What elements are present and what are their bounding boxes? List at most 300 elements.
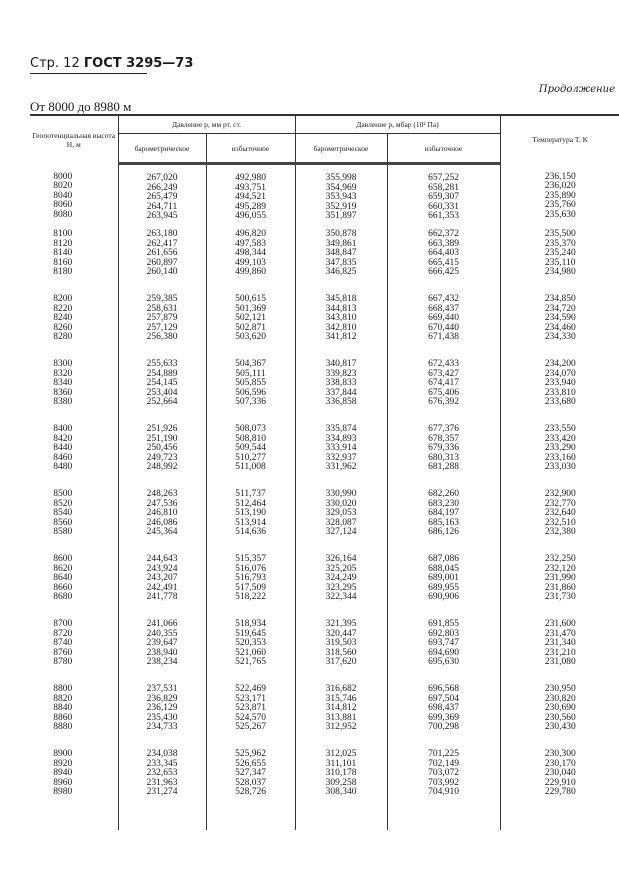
value-barometric-mmhg: 258,631 bbox=[146, 303, 178, 314]
cell-excess-mbar bbox=[387, 360, 500, 425]
value-temperature: 232,250 bbox=[544, 554, 576, 564]
value-temperature: 231,600 bbox=[544, 619, 576, 629]
value-excess-mbar: 676,392 bbox=[428, 397, 459, 408]
col-header-pressure-mmhg: Давление p, мм рт. ст. bbox=[118, 115, 295, 134]
value-excess-mmhg: 502,121 bbox=[235, 313, 266, 324]
cell-barometric-mmhg bbox=[118, 230, 206, 295]
value-temperature: 231,990 bbox=[544, 573, 576, 584]
value-barometric-mbar: 317,620 bbox=[325, 657, 357, 668]
value-temperature: 229,780 bbox=[544, 787, 576, 798]
value-height: 8240 bbox=[53, 313, 73, 324]
value-barometric-mbar: 332,937 bbox=[325, 452, 357, 463]
value-excess-mbar: 678,357 bbox=[428, 433, 459, 444]
value-barometric-mbar: 329,053 bbox=[325, 508, 357, 519]
value-barometric-mbar: 339,823 bbox=[325, 368, 357, 379]
cell-height bbox=[30, 164, 118, 231]
cell-height bbox=[30, 555, 118, 620]
table-row-group bbox=[30, 230, 619, 295]
value-height: 8020 bbox=[53, 181, 73, 192]
value-temperature: 234,330 bbox=[544, 332, 576, 343]
value-excess-mmhg: 496,055 bbox=[235, 211, 266, 222]
value-temperature: 232,770 bbox=[544, 498, 576, 509]
value-excess-mbar: 693,747 bbox=[428, 638, 459, 649]
range-title: От 8000 до 8980 м bbox=[30, 99, 132, 114]
value-excess-mbar: 682,260 bbox=[428, 489, 459, 499]
value-temperature: 231,860 bbox=[544, 582, 576, 593]
value-height: 8380 bbox=[53, 397, 73, 408]
value-barometric-mbar: 337,844 bbox=[325, 387, 357, 398]
value-barometric-mbar: 344,813 bbox=[325, 303, 357, 314]
value-temperature: 235,630 bbox=[544, 209, 576, 220]
value-excess-mmhg: 519,645 bbox=[235, 628, 266, 639]
value-barometric-mmhg: 254,889 bbox=[146, 368, 178, 379]
value-barometric-mmhg: 253,404 bbox=[146, 387, 178, 398]
value-barometric-mbar: 333,914 bbox=[325, 443, 357, 454]
value-barometric-mmhg: 260,140 bbox=[146, 267, 178, 278]
value-barometric-mbar: 319,503 bbox=[325, 638, 357, 649]
col-header-barometric-mbar: барометрическое bbox=[295, 134, 387, 164]
value-temperature: 235,240 bbox=[544, 248, 576, 259]
value-barometric-mbar: 315,746 bbox=[325, 693, 357, 704]
value-excess-mbar: 692,803 bbox=[428, 628, 459, 639]
value-excess-mmhg: 522,469 bbox=[235, 684, 266, 694]
value-temperature: 236,020 bbox=[544, 181, 576, 192]
col-header-excess-mmhg: избыточное bbox=[206, 134, 295, 164]
value-excess-mmhg: 508,073 bbox=[235, 424, 266, 434]
value-barometric-mmhg: 234,733 bbox=[146, 722, 178, 733]
value-barometric-mmhg: 263,180 bbox=[146, 229, 178, 239]
value-temperature: 229,910 bbox=[544, 777, 576, 788]
value-excess-mbar: 663,389 bbox=[428, 238, 459, 249]
value-barometric-mmhg: 266,249 bbox=[146, 182, 178, 193]
value-excess-mbar: 659,307 bbox=[428, 192, 459, 203]
value-height: 8180 bbox=[53, 267, 73, 278]
cell-temperature bbox=[500, 685, 619, 750]
value-temperature: 235,110 bbox=[545, 257, 576, 268]
cell-temperature bbox=[500, 164, 619, 231]
value-barometric-mmhg: 246,086 bbox=[146, 517, 178, 528]
value-excess-mmhg: 514,636 bbox=[235, 527, 266, 538]
value-temperature: 231,470 bbox=[544, 628, 576, 639]
value-barometric-mmhg: 242,491 bbox=[146, 582, 178, 593]
value-temperature: 231,210 bbox=[544, 647, 576, 658]
cell-excess-mbar bbox=[387, 295, 500, 360]
value-height: 8960 bbox=[53, 777, 73, 788]
value-height: 8780 bbox=[53, 657, 73, 668]
cell-barometric-mbar bbox=[295, 164, 387, 231]
value-excess-mmhg: 518,934 bbox=[235, 619, 266, 629]
value-barometric-mbar: 351,897 bbox=[325, 211, 357, 222]
cell-barometric-mmhg bbox=[118, 750, 206, 830]
value-excess-mbar: 700,298 bbox=[428, 722, 459, 733]
value-excess-mmhg: 503,620 bbox=[235, 332, 266, 343]
cell-barometric-mmhg bbox=[118, 685, 206, 750]
value-barometric-mbar: 325,205 bbox=[325, 563, 357, 574]
value-barometric-mmhg: 245,364 bbox=[146, 527, 178, 538]
value-temperature: 233,030 bbox=[544, 462, 576, 473]
value-barometric-mbar: 313,881 bbox=[325, 712, 357, 723]
value-excess-mbar: 661,353 bbox=[428, 211, 459, 222]
value-excess-mbar: 660,331 bbox=[428, 201, 459, 212]
value-temperature: 235,370 bbox=[544, 238, 576, 249]
value-barometric-mbar: 341,812 bbox=[325, 332, 357, 343]
value-excess-mbar: 669,440 bbox=[428, 313, 459, 324]
value-temperature: 233,550 bbox=[544, 424, 576, 434]
cell-height bbox=[30, 230, 118, 295]
col-header-barometric-mmhg: барометрическое bbox=[118, 134, 206, 164]
value-excess-mbar: 681,288 bbox=[428, 462, 459, 473]
value-excess-mmhg: 512,464 bbox=[235, 498, 266, 509]
value-barometric-mbar: 346,825 bbox=[325, 267, 357, 278]
cell-barometric-mmhg bbox=[118, 360, 206, 425]
value-excess-mbar: 679,336 bbox=[428, 443, 459, 454]
value-excess-mmhg: 524,570 bbox=[235, 712, 266, 723]
cell-temperature bbox=[500, 425, 619, 490]
table-row-group bbox=[30, 620, 619, 685]
value-excess-mmhg: 497,583 bbox=[235, 238, 266, 249]
value-barometric-mmhg: 234,038 bbox=[146, 749, 178, 759]
col-header-height: Геопотенциальная высота H, м bbox=[30, 115, 118, 164]
value-excess-mmhg: 492,980 bbox=[235, 173, 266, 183]
value-excess-mbar: 675,406 bbox=[428, 387, 459, 398]
cell-temperature bbox=[500, 490, 619, 555]
value-height: 8980 bbox=[53, 787, 73, 798]
value-barometric-mbar: 324,249 bbox=[325, 573, 357, 584]
col-header-temperature: Температура T, K bbox=[500, 115, 619, 164]
value-excess-mbar: 703,992 bbox=[428, 777, 459, 788]
value-excess-mbar: 666,425 bbox=[428, 267, 459, 278]
value-temperature: 230,690 bbox=[544, 703, 576, 714]
value-temperature: 235,500 bbox=[544, 229, 576, 239]
value-barometric-mbar: 350,878 bbox=[325, 229, 357, 239]
standard-number: ГОСТ 3295—73 bbox=[83, 56, 194, 71]
value-height: 8840 bbox=[53, 703, 73, 714]
value-temperature: 232,380 bbox=[544, 527, 576, 538]
value-barometric-mbar: 353,943 bbox=[325, 192, 357, 203]
value-excess-mbar: 702,149 bbox=[428, 758, 459, 769]
value-excess-mbar: 689,955 bbox=[428, 582, 459, 593]
value-height: 8760 bbox=[53, 647, 73, 658]
cell-temperature bbox=[500, 295, 619, 360]
cell-height bbox=[30, 685, 118, 750]
cell-barometric-mbar bbox=[295, 620, 387, 685]
value-excess-mmhg: 528,726 bbox=[235, 787, 266, 798]
value-barometric-mmhg: 264,711 bbox=[146, 201, 178, 212]
value-temperature: 230,950 bbox=[544, 684, 576, 694]
value-barometric-mmhg: 235,430 bbox=[146, 712, 178, 723]
value-barometric-mmhg: 251,926 bbox=[146, 424, 178, 434]
cell-temperature bbox=[500, 750, 619, 830]
cell-height bbox=[30, 425, 118, 490]
value-temperature: 235,890 bbox=[544, 190, 576, 201]
cell-excess-mbar bbox=[387, 230, 500, 295]
value-height: 8800 bbox=[53, 684, 73, 694]
value-barometric-mmhg: 231,963 bbox=[146, 777, 178, 788]
value-excess-mmhg: 502,871 bbox=[235, 322, 266, 333]
value-barometric-mbar: 345,818 bbox=[325, 294, 357, 304]
value-excess-mmhg: 507,336 bbox=[235, 397, 266, 408]
value-barometric-mbar: 321,395 bbox=[325, 619, 357, 629]
cell-barometric-mmhg bbox=[118, 425, 206, 490]
value-barometric-mbar: 330,990 bbox=[325, 489, 357, 499]
value-excess-mmhg: 499,103 bbox=[235, 257, 266, 268]
value-height: 8640 bbox=[53, 573, 73, 584]
page-header bbox=[30, 56, 193, 71]
value-barometric-mmhg: 236,829 bbox=[146, 693, 178, 704]
value-barometric-mmhg: 241,066 bbox=[146, 619, 178, 629]
value-barometric-mbar: 347,835 bbox=[325, 257, 357, 268]
value-excess-mbar: 671,438 bbox=[428, 332, 459, 343]
value-excess-mmhg: 495,289 bbox=[235, 201, 266, 212]
value-excess-mbar: 667,432 bbox=[428, 294, 459, 304]
cell-height bbox=[30, 620, 118, 685]
value-excess-mmhg: 511,008 bbox=[235, 462, 266, 473]
value-temperature: 233,940 bbox=[544, 378, 576, 389]
value-height: 8520 bbox=[53, 498, 73, 509]
value-barometric-mbar: 340,817 bbox=[325, 359, 357, 369]
value-barometric-mmhg: 248,263 bbox=[146, 489, 178, 499]
value-excess-mbar: 687,086 bbox=[428, 554, 459, 564]
value-height: 8820 bbox=[53, 693, 73, 704]
value-excess-mmhg: 527,347 bbox=[235, 768, 266, 779]
value-excess-mmhg: 501,369 bbox=[235, 303, 266, 314]
value-barometric-mbar: 320,447 bbox=[325, 628, 357, 639]
value-excess-mmhg: 499,860 bbox=[235, 267, 266, 278]
value-barometric-mbar: 343,810 bbox=[325, 313, 357, 324]
col-header-pressure-mbar: Давление p, мбар (10² Па) bbox=[295, 115, 500, 134]
cell-temperature bbox=[500, 230, 619, 295]
cell-height bbox=[30, 750, 118, 830]
value-temperature: 233,680 bbox=[544, 397, 576, 408]
value-excess-mmhg: 506,596 bbox=[235, 387, 266, 398]
value-temperature: 233,160 bbox=[544, 452, 576, 463]
table-row-group bbox=[30, 555, 619, 620]
cell-excess-mmhg bbox=[206, 425, 295, 490]
value-barometric-mbar: 312,952 bbox=[325, 722, 357, 733]
cell-excess-mbar bbox=[387, 555, 500, 620]
value-height: 8940 bbox=[53, 768, 73, 779]
value-temperature: 230,820 bbox=[544, 693, 576, 704]
value-excess-mbar: 697,504 bbox=[428, 693, 459, 704]
cell-barometric-mbar bbox=[295, 425, 387, 490]
value-height: 8100 bbox=[53, 229, 73, 239]
cell-temperature bbox=[500, 555, 619, 620]
value-barometric-mmhg: 256,380 bbox=[146, 332, 178, 343]
value-barometric-mmhg: 231,274 bbox=[146, 787, 178, 798]
value-temperature: 230,040 bbox=[544, 768, 576, 779]
value-barometric-mmhg: 239,647 bbox=[146, 638, 178, 649]
table-row-group bbox=[30, 164, 619, 231]
table-row-group bbox=[30, 360, 619, 425]
cell-barometric-mbar bbox=[295, 685, 387, 750]
cell-excess-mmhg bbox=[206, 360, 295, 425]
value-temperature: 236,150 bbox=[544, 171, 576, 182]
value-height: 8680 bbox=[53, 592, 73, 603]
value-barometric-mbar: 316,682 bbox=[325, 684, 357, 694]
value-temperature: 234,460 bbox=[544, 322, 576, 333]
value-barometric-mbar: 311,101 bbox=[325, 758, 357, 769]
value-barometric-mbar: 308,340 bbox=[325, 787, 357, 798]
cell-barometric-mmhg bbox=[118, 490, 206, 555]
value-height: 8420 bbox=[53, 433, 73, 444]
value-barometric-mmhg: 261,656 bbox=[146, 248, 178, 259]
value-barometric-mbar: 310,178 bbox=[325, 768, 357, 779]
value-excess-mmhg: 493,751 bbox=[235, 182, 266, 193]
value-temperature: 230,560 bbox=[544, 712, 576, 723]
value-height: 8580 bbox=[53, 527, 73, 538]
value-excess-mbar: 677,376 bbox=[428, 424, 459, 434]
value-excess-mmhg: 508,810 bbox=[235, 433, 266, 444]
value-excess-mmhg: 505,855 bbox=[235, 378, 266, 389]
value-excess-mbar: 701,225 bbox=[428, 749, 459, 759]
value-barometric-mbar: 328,087 bbox=[325, 517, 357, 528]
value-height: 8160 bbox=[53, 257, 73, 268]
value-height: 8220 bbox=[53, 303, 73, 314]
value-excess-mmhg: 500,615 bbox=[235, 294, 266, 304]
value-temperature: 232,900 bbox=[544, 489, 576, 499]
value-excess-mmhg: 521,060 bbox=[235, 647, 266, 658]
value-temperature: 234,070 bbox=[544, 368, 576, 379]
value-barometric-mbar: 331,962 bbox=[325, 462, 357, 473]
value-height: 8600 bbox=[53, 554, 73, 564]
value-height: 8900 bbox=[53, 749, 73, 759]
value-excess-mmhg: 510,277 bbox=[235, 452, 266, 463]
cell-barometric-mbar bbox=[295, 295, 387, 360]
cell-excess-mmhg bbox=[206, 750, 295, 830]
value-barometric-mmhg: 252,664 bbox=[146, 397, 178, 408]
value-excess-mmhg: 509,544 bbox=[235, 443, 266, 454]
value-temperature: 234,720 bbox=[544, 303, 576, 314]
value-barometric-mbar: 309,258 bbox=[325, 777, 357, 788]
value-excess-mmhg: 515,357 bbox=[235, 554, 266, 564]
value-excess-mbar: 695,630 bbox=[428, 657, 459, 668]
value-excess-mmhg: 516,076 bbox=[235, 563, 266, 574]
value-barometric-mmhg: 233,345 bbox=[146, 758, 178, 769]
cell-height bbox=[30, 490, 118, 555]
value-height: 8400 bbox=[53, 424, 73, 434]
cell-excess-mmhg bbox=[206, 555, 295, 620]
value-height: 8320 bbox=[53, 368, 73, 379]
cell-excess-mmhg bbox=[206, 230, 295, 295]
atmosphere-table bbox=[30, 114, 619, 830]
value-height: 8440 bbox=[53, 443, 73, 454]
value-excess-mmhg: 504,367 bbox=[235, 359, 266, 369]
cell-barometric-mmhg bbox=[118, 620, 206, 685]
value-height: 8360 bbox=[53, 387, 73, 398]
value-barometric-mbar: 338,833 bbox=[325, 378, 357, 389]
value-excess-mmhg: 525,962 bbox=[235, 749, 266, 759]
value-temperature: 232,510 bbox=[544, 517, 576, 528]
value-barometric-mmhg: 232,653 bbox=[146, 768, 178, 779]
value-barometric-mbar: 336,858 bbox=[325, 397, 357, 408]
value-height: 8480 bbox=[53, 462, 73, 473]
value-excess-mbar: 658,281 bbox=[428, 182, 459, 193]
cell-barometric-mbar bbox=[295, 750, 387, 830]
value-excess-mmhg: 511,737 bbox=[235, 489, 266, 499]
value-excess-mbar: 694,690 bbox=[428, 647, 459, 658]
value-barometric-mbar: 349,861 bbox=[325, 238, 357, 249]
value-excess-mmhg: 498,344 bbox=[235, 248, 266, 259]
value-excess-mbar: 686,126 bbox=[428, 527, 459, 538]
value-excess-mbar: 662,372 bbox=[428, 229, 459, 239]
value-barometric-mbar: 334,893 bbox=[325, 433, 357, 444]
value-excess-mbar: 672,433 bbox=[428, 359, 459, 369]
value-height: 8140 bbox=[53, 248, 73, 259]
cell-excess-mbar bbox=[387, 425, 500, 490]
value-barometric-mmhg: 247,536 bbox=[146, 498, 178, 509]
value-height: 8260 bbox=[53, 322, 73, 333]
value-height: 8460 bbox=[53, 452, 73, 463]
cell-barometric-mbar bbox=[295, 490, 387, 555]
value-barometric-mmhg: 254,145 bbox=[146, 378, 178, 389]
col-header-excess-mbar: избыточное bbox=[387, 134, 500, 164]
value-temperature: 234,590 bbox=[544, 313, 576, 324]
value-excess-mbar: 699,369 bbox=[428, 712, 459, 723]
table-row-group bbox=[30, 425, 619, 490]
value-excess-mbar: 683,230 bbox=[428, 498, 459, 509]
value-temperature: 231,730 bbox=[544, 592, 576, 603]
value-excess-mbar: 665,415 bbox=[428, 257, 459, 268]
value-excess-mmhg: 513,190 bbox=[235, 508, 266, 519]
value-height: 8040 bbox=[53, 190, 73, 201]
value-barometric-mmhg: 243,207 bbox=[146, 573, 178, 584]
continuation-label: Продолжение bbox=[538, 84, 615, 95]
cell-excess-mmhg bbox=[206, 620, 295, 685]
value-temperature: 232,120 bbox=[544, 563, 576, 574]
value-excess-mbar: 684,197 bbox=[428, 508, 459, 519]
value-barometric-mmhg: 241,778 bbox=[146, 592, 178, 603]
value-excess-mbar: 680,313 bbox=[428, 452, 459, 463]
value-excess-mmhg: 520,353 bbox=[235, 638, 266, 649]
value-barometric-mmhg: 262,417 bbox=[146, 238, 178, 249]
value-temperature: 233,290 bbox=[544, 443, 576, 454]
cell-excess-mmhg bbox=[206, 490, 295, 555]
value-height: 8920 bbox=[53, 758, 73, 769]
value-excess-mbar: 689,001 bbox=[428, 573, 459, 584]
value-barometric-mmhg: 265,479 bbox=[146, 192, 178, 203]
value-barometric-mbar: 323,295 bbox=[325, 582, 357, 593]
cell-excess-mbar bbox=[387, 490, 500, 555]
value-height: 8120 bbox=[53, 238, 73, 249]
cell-excess-mmhg bbox=[206, 685, 295, 750]
value-excess-mbar: 703,072 bbox=[428, 768, 459, 779]
value-excess-mmhg: 513,914 bbox=[235, 517, 266, 528]
value-excess-mmhg: 525,267 bbox=[235, 722, 266, 733]
value-excess-mbar: 668,437 bbox=[428, 303, 459, 314]
cell-excess-mbar bbox=[387, 685, 500, 750]
value-height: 8300 bbox=[53, 359, 73, 369]
value-excess-mmhg: 516,793 bbox=[235, 573, 266, 584]
value-excess-mmhg: 528,037 bbox=[235, 777, 266, 788]
value-excess-mmhg: 517,509 bbox=[235, 582, 266, 593]
value-height: 8200 bbox=[53, 294, 73, 304]
table-body bbox=[30, 164, 619, 831]
value-temperature: 230,170 bbox=[544, 758, 576, 769]
value-excess-mmhg: 521,765 bbox=[235, 657, 266, 668]
cell-height bbox=[30, 360, 118, 425]
value-excess-mmhg: 526,655 bbox=[235, 758, 266, 769]
value-height: 8860 bbox=[53, 712, 73, 723]
value-excess-mbar: 704,910 bbox=[428, 787, 459, 798]
value-height: 8880 bbox=[53, 722, 73, 733]
value-temperature: 233,420 bbox=[544, 433, 576, 444]
value-barometric-mmhg: 263,945 bbox=[146, 211, 178, 222]
table-row-group bbox=[30, 685, 619, 750]
value-barometric-mbar: 327,124 bbox=[325, 527, 357, 538]
value-barometric-mbar: 314,812 bbox=[325, 703, 357, 714]
value-barometric-mmhg: 251,190 bbox=[146, 433, 178, 444]
value-barometric-mmhg: 246,810 bbox=[146, 508, 178, 519]
